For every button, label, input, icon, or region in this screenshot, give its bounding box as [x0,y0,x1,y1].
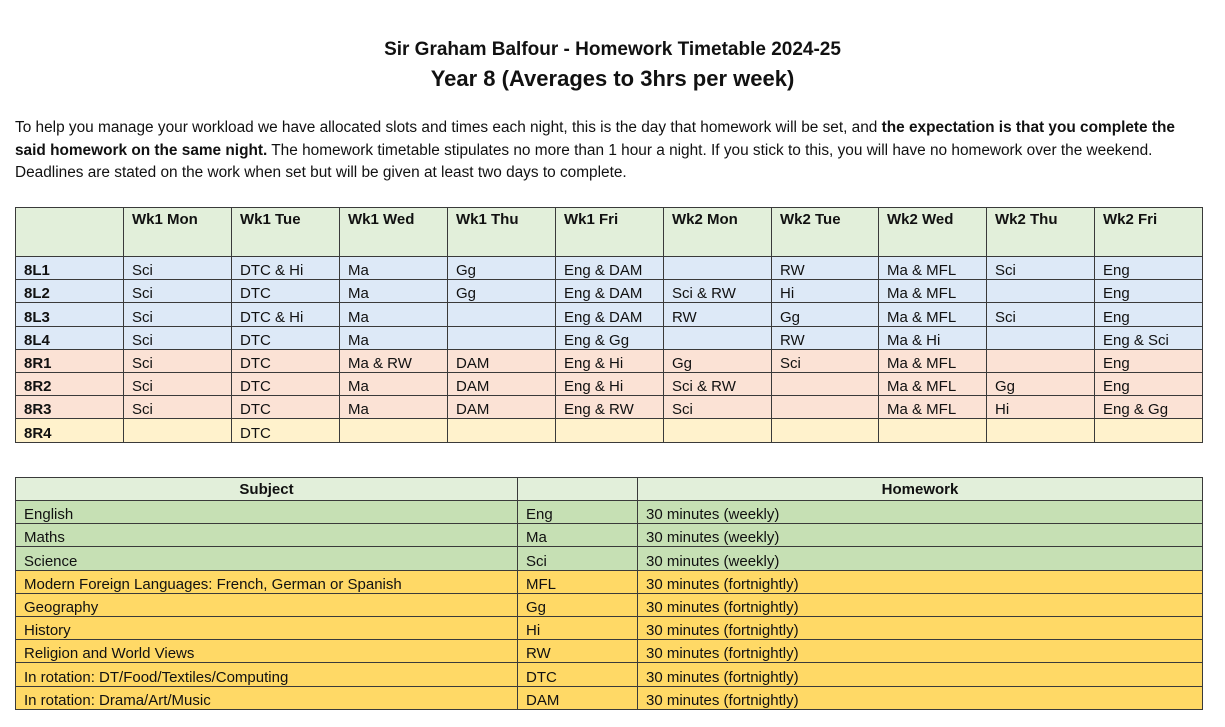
timetable-cell: Hi [772,280,879,303]
subject-name: History [16,616,518,639]
timetable-cell: Sci [987,303,1095,326]
subject-name: English [16,501,518,524]
timetable-cell: Eng & Sci [1095,326,1203,349]
form-label: 8L4 [16,326,124,349]
form-label: 8R2 [16,372,124,395]
timetable-row [16,280,1203,303]
subject-code: Gg [518,593,638,616]
subject-code: Sci [518,547,638,570]
timetable-cell [987,326,1095,349]
timetable-cell [448,303,556,326]
header-cell [16,208,124,257]
timetable-cell: Ma & RW [340,349,448,372]
homework-duration: 30 minutes (fortnightly) [638,593,1203,616]
timetable-cell [987,349,1095,372]
timetable-cell: Sci [124,372,232,395]
timetable-cell [340,419,448,442]
timetable-cell: Ma & MFL [879,257,987,280]
subject-name: Modern Foreign Languages: French, German or Spanish [16,570,518,593]
timetable-cell: Ma [340,396,448,419]
timetable-cell [448,419,556,442]
intro-paragraph [15,117,1205,185]
timetable-cell: Eng & Gg [1095,396,1203,419]
timetable-cell: Ma [340,326,448,349]
timetable-cell: DAM [448,372,556,395]
timetable-row [16,372,1203,395]
subject-code: Eng [518,501,638,524]
timetable-cell: Ma & MFL [879,280,987,303]
timetable-cell: Eng [1095,372,1203,395]
timetable-cell: DTC & Hi [232,257,340,280]
timetable-cell: Gg [448,257,556,280]
timetable-cell [664,326,772,349]
subject-name: Maths [16,524,518,547]
timetable-cell: DAM [448,349,556,372]
subject-row [16,547,1203,570]
subject-row [16,524,1203,547]
header-cell: Wk2 Wed [879,208,987,257]
homework-duration: 30 minutes (fortnightly) [638,640,1203,663]
timetable-cell: Hi [987,396,1095,419]
timetable-cell: Ma & MFL [879,372,987,395]
subject-row [16,616,1203,639]
subject-name: In rotation: Drama/Art/Music [16,686,518,709]
timetable-row [16,419,1203,442]
timetable-row [16,303,1203,326]
timetable-cell: Eng [1095,303,1203,326]
subject-header-row [16,478,1203,501]
subject-code: DTC [518,663,638,686]
subject-row [16,501,1203,524]
timetable-cell: Sci [124,349,232,372]
timetable-cell: Sci [124,303,232,326]
timetable-cell [124,419,232,442]
timetable-cell: DTC [232,396,340,419]
timetable-cell: Ma & MFL [879,303,987,326]
homework-timetable [15,207,1203,443]
timetable-cell: Eng & DAM [556,257,664,280]
document-title: Sir Graham Balfour - Homework Timetable 2024-25 [384,39,841,60]
form-label: 8R4 [16,419,124,442]
timetable-cell [1095,419,1203,442]
timetable-cell: DTC [232,326,340,349]
timetable-cell: Ma [340,303,448,326]
timetable-header-row [16,208,1203,257]
timetable-cell: Sci [124,396,232,419]
subject-row [16,686,1203,709]
timetable-cell [664,419,772,442]
homework-header: Homework [638,478,1203,501]
timetable-cell: DTC [232,280,340,303]
header-cell: Wk1 Tue [232,208,340,257]
timetable-cell: DTC [232,349,340,372]
homework-duration: 30 minutes (weekly) [638,501,1203,524]
timetable-cell [987,419,1095,442]
code-header [518,478,638,501]
timetable-cell: Gg [664,349,772,372]
timetable-cell: DAM [448,396,556,419]
subject-header: Subject [16,478,518,501]
timetable-cell: Eng [1095,349,1203,372]
header-cell: Wk1 Fri [556,208,664,257]
timetable-cell: DTC [232,372,340,395]
timetable-cell: Eng [1095,280,1203,303]
timetable-cell: DTC & Hi [232,303,340,326]
timetable-cell: Sci & RW [664,280,772,303]
subject-name: Science [16,547,518,570]
subject-code: RW [518,640,638,663]
timetable-cell: Sci [664,396,772,419]
timetable-cell: Sci [772,349,879,372]
timetable-cell [772,419,879,442]
timetable-cell: Eng & Hi [556,372,664,395]
subject-code: Ma [518,524,638,547]
timetable-cell: Eng [1095,257,1203,280]
timetable-cell: Ma & MFL [879,349,987,372]
timetable-cell: Eng & Hi [556,349,664,372]
timetable-row [16,396,1203,419]
timetable-cell: RW [772,257,879,280]
form-label: 8R1 [16,349,124,372]
homework-duration: 30 minutes (weekly) [638,547,1203,570]
timetable-row [16,349,1203,372]
header-cell: Wk2 Mon [664,208,772,257]
timetable-cell: Sci & RW [664,372,772,395]
timetable-cell [772,372,879,395]
intro-text-1: To help you manage your workload we have allocated slots and times each night, this is the day that homework will be set, and [15,119,882,136]
timetable-cell [772,396,879,419]
header-cell: Wk2 Fri [1095,208,1203,257]
subject-row [16,663,1203,686]
timetable-cell: Eng & DAM [556,303,664,326]
timetable-cell: Ma & Hi [879,326,987,349]
timetable-cell [664,257,772,280]
subject-name: In rotation: DT/Food/Textiles/Computing [16,663,518,686]
form-label: 8L2 [16,280,124,303]
intro-text-2: The homework timetable stipulates no more than 1 hour a night. If you stick to this, you will have no homework over the weekend. Deadlines are stated on the work when set but will be given at least two days to complete. [15,141,1153,181]
timetable-cell [879,419,987,442]
subject-code: Hi [518,616,638,639]
timetable-cell: Eng & Gg [556,326,664,349]
homework-duration: 30 minutes (fortnightly) [638,663,1203,686]
timetable-cell: Sci [987,257,1095,280]
timetable-cell: Gg [448,280,556,303]
timetable-cell: DTC [232,419,340,442]
form-label: 8R3 [16,396,124,419]
header-cell: Wk2 Tue [772,208,879,257]
timetable-cell: Ma [340,257,448,280]
homework-duration: 30 minutes (weekly) [638,524,1203,547]
subject-name: Geography [16,593,518,616]
subject-code: DAM [518,686,638,709]
subject-key-table [15,477,1203,710]
header-cell: Wk1 Thu [448,208,556,257]
homework-duration: 30 minutes (fortnightly) [638,570,1203,593]
timetable-cell: Gg [772,303,879,326]
header-cell: Wk2 Thu [987,208,1095,257]
header-cell: Wk1 Wed [340,208,448,257]
timetable-cell: Eng & DAM [556,280,664,303]
timetable-cell: Ma [340,280,448,303]
timetable-cell [556,419,664,442]
subject-row [16,593,1203,616]
subject-row [16,570,1203,593]
subject-name: Religion and World Views [16,640,518,663]
timetable-row [16,326,1203,349]
timetable-cell [987,280,1095,303]
timetable-cell [448,326,556,349]
timetable-cell: RW [772,326,879,349]
intro-text-bold: the expectation is that you complete the said homework on the same night. [15,119,1175,159]
subject-row [16,640,1203,663]
header-cell: Wk1 Mon [124,208,232,257]
timetable-row [16,257,1203,280]
timetable-cell: Gg [987,372,1095,395]
homework-duration: 30 minutes (fortnightly) [638,686,1203,709]
timetable-cell: Ma & MFL [879,396,987,419]
document-subtitle: Year 8 (Averages to 3hrs per week) [430,66,795,91]
homework-duration: 30 minutes (fortnightly) [638,616,1203,639]
form-label: 8L3 [16,303,124,326]
timetable-cell: Sci [124,280,232,303]
subject-code: MFL [518,570,638,593]
timetable-cell: Eng & RW [556,396,664,419]
timetable-cell: Ma [340,372,448,395]
timetable-cell: Sci [124,257,232,280]
form-label: 8L1 [16,257,124,280]
timetable-cell: Sci [124,326,232,349]
timetable-cell: RW [664,303,772,326]
